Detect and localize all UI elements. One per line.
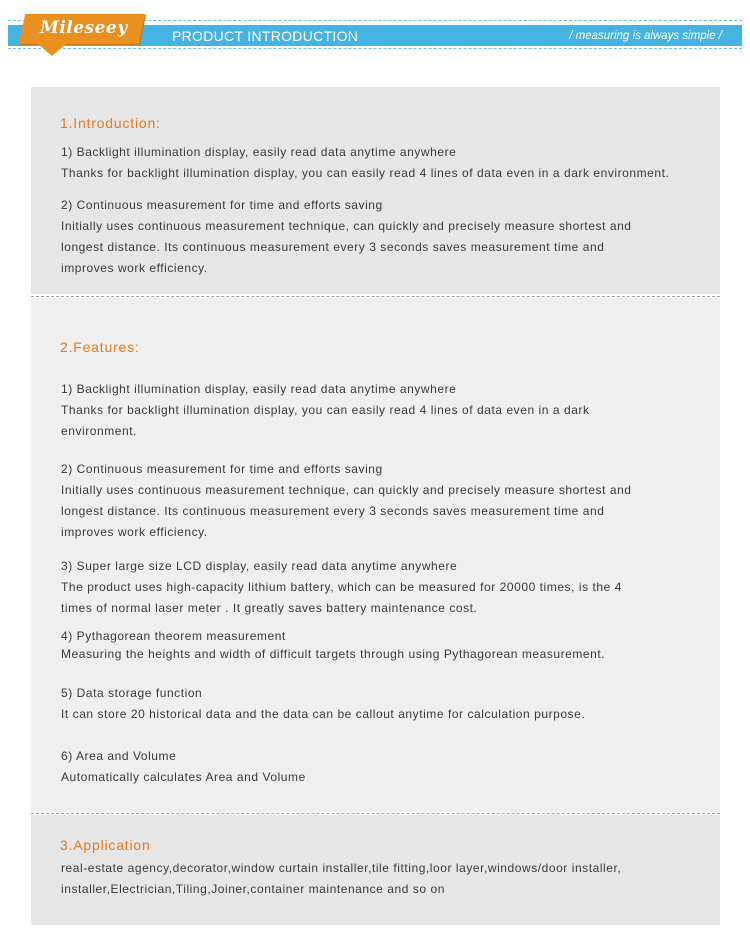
- introduction-item-text: improves work efficiency.: [61, 261, 208, 275]
- feature-item-text: It can store 20 historical data and the data can be callout anytime for calculation purpose.: [61, 707, 586, 721]
- application-title: 3.Application: [60, 837, 151, 853]
- section-divider: [31, 813, 720, 814]
- feature-item-text: improves work efficiency.: [61, 525, 208, 539]
- section-divider: [31, 296, 720, 297]
- introduction-item-heading: 2) Continuous measurement for time and efforts saving: [61, 198, 383, 212]
- feature-item-heading: 4) Pythagorean theorem measurement: [61, 629, 286, 643]
- feature-item-text: Measuring the heights and width of difficult targets through using Pythagorean measurement.: [61, 647, 606, 661]
- introduction-item-text: longest distance. Its continuous measurement every 3 seconds saves measurement time and: [61, 240, 605, 254]
- brand-logo-tail: [38, 44, 66, 56]
- feature-item-heading: 3) Super large size LCD display, easily read data anytime anywhere: [61, 559, 458, 573]
- feature-item-text: environment.: [61, 424, 137, 438]
- introduction-title: 1.Introduction:: [60, 115, 161, 131]
- feature-item-text: times of normal laser meter . It greatly saves battery maintenance cost.: [61, 601, 478, 615]
- introduction-item-heading: 1) Backlight illumination display, easily read data anytime anywhere: [61, 145, 457, 159]
- feature-item-heading: 2) Continuous measurement for time and efforts saving: [61, 462, 383, 476]
- features-title: 2.Features:: [60, 339, 140, 355]
- feature-item-text: Initially uses continuous measurement technique, can quickly and precisely measure shortest and: [61, 483, 632, 497]
- introduction-item-text: Thanks for backlight illumination display, you can easily read 4 lines of data even in a dark environment.: [61, 166, 670, 180]
- feature-item-text: The product uses high-capacity lithium battery, which can be measured for 20000 times, is the 4: [61, 580, 622, 594]
- brand-logo: Mileseey: [40, 18, 128, 38]
- slogan: / measuring is always simple /: [569, 30, 722, 42]
- application-text: installer,Electrician,Tiling,Joiner,container maintenance and so on: [61, 882, 445, 896]
- feature-item-heading: 6) Area and Volume: [61, 749, 177, 763]
- introduction-item-text: Initially uses continuous measurement technique, can quickly and precisely measure shortest and: [61, 219, 632, 233]
- feature-item-heading: 1) Backlight illumination display, easily read data anytime anywhere: [61, 382, 457, 396]
- application-text: real-estate agency,decorator,window curtain installer,tile fitting,loor layer,windows/door installer,: [61, 861, 622, 875]
- feature-item-text: longest distance. Its continuous measurement every 3 seconds saves measurement time and: [61, 504, 605, 518]
- feature-item-heading: 5) Data storage function: [61, 686, 203, 700]
- feature-item-text: Thanks for backlight illumination display, you can easily read 4 lines of data even in a dark: [61, 403, 590, 417]
- features-panel: [31, 298, 720, 812]
- header-bottom-divider: [8, 48, 742, 49]
- feature-item-text: Automatically calculates Area and Volume: [61, 770, 306, 784]
- page-title: PRODUCT INTRODUCTION: [172, 28, 359, 44]
